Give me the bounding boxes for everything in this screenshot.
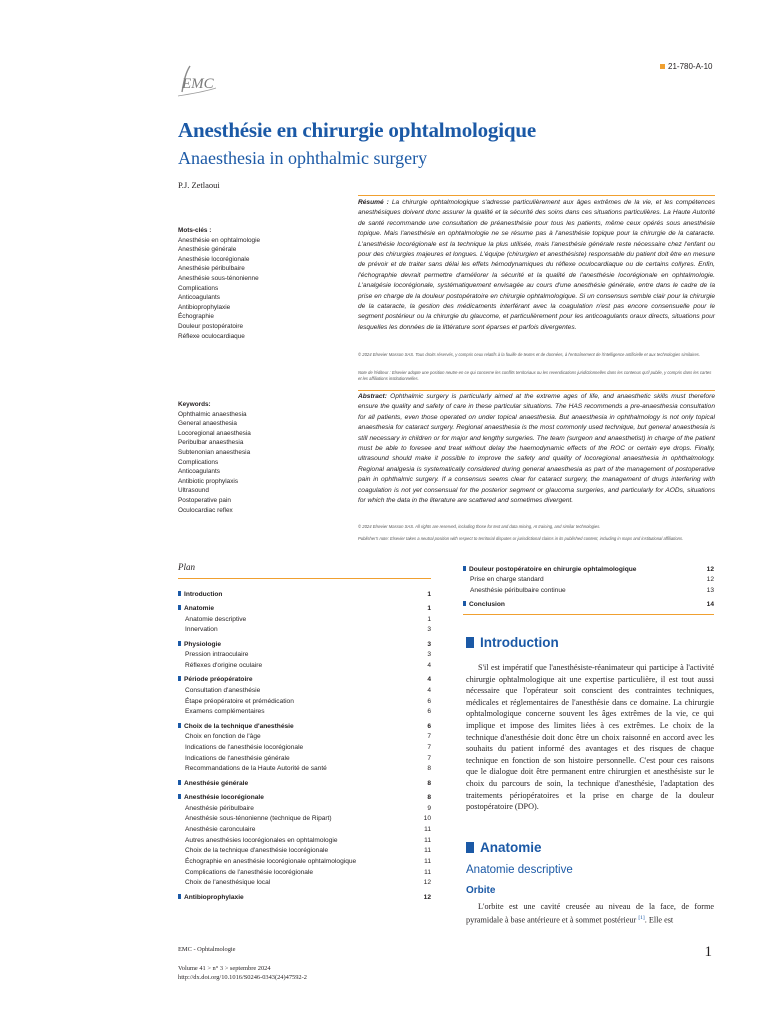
plan-section-link[interactable]: [178, 793, 431, 804]
plan-entry-page: 11: [424, 857, 431, 865]
keywords-fr-heading: Mots-clés :: [178, 227, 212, 234]
plan-entry-page: 12: [423, 893, 431, 901]
keywords-fr-list: [178, 236, 318, 342]
plan-entry-page: 1: [427, 590, 431, 598]
resume-block: [358, 198, 715, 333]
keyword-item: Complications: [178, 284, 219, 292]
abstract-copyright: © 2024 Elsevier Masson SAS. All rights are reserved, including those for text and data mining, AI training, and similar technologies.: [358, 524, 601, 529]
keyword-item: Anesthésie péribulbaire: [178, 265, 245, 273]
plan-entry-page: 3: [427, 626, 431, 634]
keyword-item: Anesthésie sous-ténonienne: [178, 274, 259, 282]
plan-entry-page: 7: [427, 754, 431, 762]
plan-subsection-link[interactable]: [463, 575, 714, 586]
page-number: 1: [704, 944, 712, 960]
plan-subsection-link[interactable]: [178, 697, 431, 708]
plan-section-link[interactable]: [178, 675, 431, 686]
plan-heading: Plan: [178, 562, 195, 572]
plan-group: [178, 793, 431, 889]
plan-right-rule: [463, 614, 714, 615]
plan-entry-label: Consultation d'anesthésie: [185, 686, 261, 694]
plan-entry-page: 7: [427, 733, 431, 741]
plan-entry-page: 11: [424, 868, 431, 876]
keyword-item: Réflexe oculocardiaque: [178, 332, 245, 340]
resume-label: Résumé :: [358, 199, 389, 206]
plan-entry-label: Anatomie descriptive: [185, 615, 247, 623]
plan-entry-label: Anesthésie péribulbaire: [185, 804, 254, 812]
plan-entry-page: 11: [424, 825, 431, 833]
plan-entry-page: 11: [424, 836, 431, 844]
plan-group: [178, 893, 431, 904]
resume-copyright: © 2024 Elsevier Masson SAS. Tous droits réservés, y compris ceux relatifs à la fouille de textes et de données, à l'entraînement de l'intelligence artificielle et aux technologies similaires.: [358, 352, 701, 357]
emc-logo: [176, 58, 220, 102]
plan-entry-label: Échographie en anesthésie locorégionale ophtalmologique: [185, 857, 357, 865]
plan-entry-page: 6: [427, 697, 431, 705]
plan-entry-page: 4: [427, 686, 431, 694]
plan-entry-label: Anesthésie générale: [178, 779, 248, 790]
plan-entry-label: Prise en charge standard: [470, 576, 544, 584]
plan-entry-page: 1: [427, 615, 431, 623]
plan-subsection-link[interactable]: [178, 707, 431, 718]
plan-subsection-link[interactable]: [178, 686, 431, 697]
plan-subsection-link[interactable]: [178, 650, 431, 661]
plan-subsection-link[interactable]: [178, 625, 431, 636]
plan-section-link[interactable]: [178, 604, 431, 615]
plan-entry-page: 12: [706, 576, 714, 584]
plan-group: [178, 722, 431, 775]
keyword-item: Antibiotic prophylaxis: [178, 477, 239, 485]
plan-subsection-link[interactable]: [178, 754, 431, 765]
plan-group: [178, 675, 431, 718]
orbite-text-1: L'orbite est une cavité creusée au niveau de la face, de forme pyramidale à base antérieure et à sommet postérieur: [466, 902, 714, 925]
keywords-en: [178, 400, 318, 515]
plan-entry-label: Antibioprophylaxie: [178, 893, 244, 904]
keyword-item: Anesthésie en ophtalmologie: [178, 236, 261, 244]
plan-subsection-link[interactable]: [178, 743, 431, 754]
plan-entry-label: Anatomie: [178, 604, 214, 615]
plan-entry-label: Choix de la technique d'anesthésie locorégionale: [185, 847, 329, 855]
plan-entry-label: Physiologie: [178, 640, 221, 651]
plan-group: [463, 600, 714, 611]
introduction-heading: [466, 635, 559, 650]
plan-subsection-link[interactable]: [178, 825, 431, 836]
plan-entry-label: Pression intraoculaire: [185, 651, 249, 659]
plan-subsection-link[interactable]: [463, 586, 714, 597]
plan-subsection-link[interactable]: [178, 846, 431, 857]
plan-entry-label: Anesthésie sous-ténonienne (technique de Ripart): [185, 815, 332, 823]
plan-group: [178, 604, 431, 636]
plan-entry-page: 8: [427, 765, 431, 773]
section-square-icon: [466, 842, 474, 853]
plan-section-link[interactable]: [463, 600, 714, 611]
plan-section-link[interactable]: [178, 893, 431, 904]
plan-subsection-link[interactable]: [178, 804, 431, 815]
keywords-en-heading: Keywords:: [178, 401, 211, 408]
plan-entry-label: Examens complémentaires: [185, 708, 265, 716]
plan-entry-label: Indications de l'anesthésie générale: [185, 754, 290, 762]
plan-entry-page: 1: [427, 604, 431, 612]
plan-entry-page: 6: [427, 708, 431, 716]
plan-entry-label: Douleur postopératoire en chirurgie ophtalmologique: [463, 565, 636, 576]
plan-entry-label: Innervation: [185, 626, 218, 634]
keyword-item: Ophthalmic anaesthesia: [178, 410, 247, 418]
citation-link[interactable]: [1]: [638, 914, 645, 921]
author: P.J. Zetlaoui: [178, 180, 220, 190]
keyword-item: Locoregional anaesthesia: [178, 429, 251, 437]
plan-entry-page: 12: [423, 879, 431, 887]
plan-left-column: [178, 586, 431, 903]
footer-doi-link[interactable]: http://dx.doi.org/10.1016/S0246-0343(24)47592-2: [178, 974, 307, 981]
plan-subsection-link[interactable]: [178, 836, 431, 847]
plan-entry-label: Choix de la technique d'anesthésie: [178, 722, 294, 733]
article-title: Anesthésie en chirurgie ophtalmologique: [178, 118, 536, 142]
plan-entry-label: Période préopératoire: [178, 675, 253, 686]
plan-subsection-link[interactable]: [178, 878, 431, 889]
plan-entry-page: 6: [427, 722, 431, 730]
plan-entry-label: Choix en fonction de l'âge: [185, 733, 261, 741]
abstract-label: Abstract:: [358, 393, 387, 400]
plan-entry-page: 4: [427, 676, 431, 684]
keyword-item: Postoperative pain: [178, 496, 231, 504]
plan-entry-label: Choix de l'anesthésique local: [185, 879, 271, 887]
anatomie-descriptive-heading: Anatomie descriptive: [466, 864, 573, 876]
plan-entry-page: 3: [427, 640, 431, 648]
abstract-block: [358, 392, 715, 506]
keyword-item: Oculocardiac reflex: [178, 506, 233, 514]
plan-entry-page: 9: [427, 804, 431, 812]
plan-entry-label: Anesthésie locorégionale: [178, 793, 264, 804]
plan-section-link[interactable]: [178, 640, 431, 651]
plan-entry-page: 10: [423, 815, 431, 823]
plan-section-link[interactable]: [178, 779, 431, 790]
plan-entry-label: Recommandations de la Haute Autorité de santé: [185, 765, 327, 773]
orbite-text-2: . Elle est: [644, 915, 674, 925]
orbite-body: [466, 901, 714, 926]
plan-entry-page: 4: [427, 661, 431, 669]
plan-subsection-link[interactable]: [178, 615, 431, 626]
keyword-item: Échographie: [178, 313, 214, 321]
plan-entry-page: 3: [427, 651, 431, 659]
orange-square-icon: [660, 64, 665, 69]
plan-group: [178, 590, 431, 601]
keyword-item: Anesthésie générale: [178, 246, 237, 254]
plan-entry-page: 8: [427, 793, 431, 801]
plan-group: [178, 640, 431, 672]
introduction-paragraph: S'il est impératif que l'anesthésiste-réanimateur qui participe à l'activité chirurgie ophtalmologique ait une expertise particulière, il est tout aussi nécessaire que l'opérateur soit conscient des contraintes techniques, médicales et réglementaires de l'anesthésie dans ce domaine. La chirurgie ophtalmologique concerne souvent les âges extrêmes de la vie, ce qui implique et impose des limites liées à ces extrêmes. Le choix de la technique d'anesthésie doit donc être un choix raisonné en accord avec les souhaits du patient informé des avantages et des risques de chaque technique en fonction de son histoire personnelle. C'est pour ces raisons que le dialogue doit être permanent entre chirurgien et anesthésiste sur le choix du parcours de soin, la technique d'anesthésie, l'adaptation des traitements périopératoires et la prise en charge de la douleur postopératoire (DPO).: [466, 663, 714, 812]
section-square-icon: [466, 637, 474, 648]
plan-entry-label: Anesthésie péribulbaire continue: [470, 586, 566, 594]
plan-subsection-link[interactable]: [178, 857, 431, 868]
plan-section-link[interactable]: [178, 722, 431, 733]
plan-entry-page: 7: [427, 743, 431, 751]
anatomie-heading-text: Anatomie: [480, 840, 542, 855]
logo-text: EMC: [182, 76, 214, 92]
keyword-item: Ultrasound: [178, 487, 209, 495]
plan-entry-label: Indications de l'anesthésie locorégionale: [185, 743, 304, 751]
plan-section-link[interactable]: [463, 565, 714, 576]
plan-entry-label: Complications de l'anesthésie locorégionale: [185, 868, 314, 876]
keyword-item: General anaesthesia: [178, 420, 237, 428]
footer-journal: EMC - Ophtalmologie: [178, 946, 236, 953]
plan-subsection-link[interactable]: [178, 732, 431, 743]
keyword-item: Douleur postopératoire: [178, 322, 244, 330]
plan-entry-label: Introduction: [178, 590, 222, 601]
plan-entry-page: 11: [424, 847, 431, 855]
keyword-item: Subtenonian anaesthesia: [178, 448, 251, 456]
resume-top-rule: [358, 195, 715, 196]
plan-group: [463, 565, 714, 597]
orbite-heading: Orbite: [466, 885, 496, 896]
plan-rule: [178, 578, 431, 579]
keyword-item: Anticoagulants: [178, 468, 220, 476]
article-subtitle: Anaesthesia in ophthalmic surgery: [178, 148, 428, 168]
plan-entry-label: Réflexes d'origine oculaire: [185, 661, 263, 669]
plan-group: [178, 779, 431, 790]
plan-entry-page: 14: [706, 601, 714, 609]
plan-entry-label: Autres anesthésies locorégionales en ophtalmologie: [185, 836, 338, 844]
abstract-note: Publisher's note: Elsevier takes a neutral position with respect to territorial disputes or jurisdictional claims in its published content, including in maps and institutional affiliations.: [358, 536, 684, 541]
plan-entry-label: Étape préopératoire et prémédication: [185, 697, 294, 705]
keyword-item: Anticoagulants: [178, 294, 220, 302]
plan-entry-label: Conclusion: [463, 600, 505, 611]
abstract-text: Ophthalmic surgery is particularly aimed at the extreme ages of life, and anaesthetic skills must therefore ensure the quality and safety of care in these particular situations. The HAS recommends a pre-anaesthesia consultation for all patients, even those operated on under topical anaesthesia. But anaesthesia in ophthalmology is not only topical anaesthesia for cataract surgery. Regional anaesthesia is the most commonly used technique, but general anaesthesia is still necessary in children or for major and lengthy surgeries. The team (surgeon and anaesthetist) in charge of the patient must be able to foresee and treat without delay the haemodynamic effects of the ROC or certain eye drops. Finally, ultrasound should make it possible to improve the safety and quality of locoregional anaesthesia in ophthalmology. Regional analgesia is systematically considered during general anaesthesia as part of the management of postoperative pain in ophthalmic surgery. If a consensus seems clear for cataract surgery, the management of drugs interfering with coagulation is not yet consensual for the posterior segment or glaucoma surgeries, and particularly for AODs, situations for which the data in the literature are scattered and sometimes divergent.: [358, 393, 715, 505]
footer-volume: Volume 41 > n° 3 > septembre 2024: [178, 965, 271, 972]
keyword-item: Peribulbar anaesthesia: [178, 439, 244, 447]
plan-entry-page: 8: [427, 779, 431, 787]
resume-note: Note de l'éditeur : Elsevier adopte une position neutre en ce qui concerne les conflits territoriaux ou les revendications juridictionnelles dans les contenus qu'il publie, y compris dans les cartes et les affiliations institutionnelles.: [358, 370, 712, 381]
keyword-item: Anesthésie locorégionale: [178, 255, 250, 263]
keywords-en-list: [178, 410, 318, 516]
article-reference: [660, 62, 712, 71]
plan-entry-page: 12: [706, 565, 714, 573]
introduction-heading-text: Introduction: [480, 635, 559, 650]
plan-subsection-link[interactable]: [178, 661, 431, 672]
introduction-body: [466, 662, 714, 813]
plan-entry-page: 13: [706, 586, 714, 594]
plan-subsection-link[interactable]: [178, 764, 431, 775]
plan-subsection-link[interactable]: [178, 868, 431, 879]
keywords-fr: [178, 226, 318, 341]
resume-text: La chirurgie ophtalmologique s'adresse particulièrement aux âges extrêmes de la vie, et les compétences anesthésiques doivent donc assurer la qualité et la sécurité des soins dans ces situations particulières. La Haute Autorité de santé recommande une consultation de préanesthésie pour tous les patients, même ceux opérés sous anesthésie topique. Mais l'anesthésie en ophtalmologie ne se résume pas à l'anesthésie topique pour la chirurgie de la cataracte. L'anesthésie locorégionale est la technique la plus utilisée, mais l'anesthésie générale reste nécessaire chez l'enfant ou pour des chirurgies majeures et longues. L'équipe (chirurgien et anesthésiste) responsable du patient doit être en mesure de prévoir et de traiter sans délai les effets hémodynamiques du réflexe oculocardiaque ou de certains collyres. Enfin, l'échographie devrait permettre d'améliorer la sécurité et la qualité de l'anesthésie locorégionale en ophtalmologie. L'analgésie locorégionale, systématiquement envisagée au cours d'une anesthésie générale, entre dans le cadre de la prise en charge de la douleur postopératoire en chirurgie ophtalmologique. Si un consensus semble clair pour la chirurgie de la cataracte, la gestion des médicaments interférant avec la coagulation n'est pas encore consensuelle pour le segment postérieur ou la chirurgie du glaucome, et particulièrement pour les anticoagulants oraux directs, situations pour lesquelles les données de la littérature sont éparses et parfois divergentes.: [358, 199, 715, 331]
keyword-item: Antibioprophylaxie: [178, 303, 231, 311]
anatomie-heading: [466, 840, 542, 855]
plan-right-column: [463, 561, 714, 611]
plan-entry-label: Anesthésie caronculaire: [185, 825, 256, 833]
abstract-top-rule: [358, 390, 715, 391]
reference-code: 21-780-A-10: [668, 62, 713, 71]
plan-subsection-link[interactable]: [178, 814, 431, 825]
plan-section-link[interactable]: [178, 590, 431, 601]
keyword-item: Complications: [178, 458, 219, 466]
